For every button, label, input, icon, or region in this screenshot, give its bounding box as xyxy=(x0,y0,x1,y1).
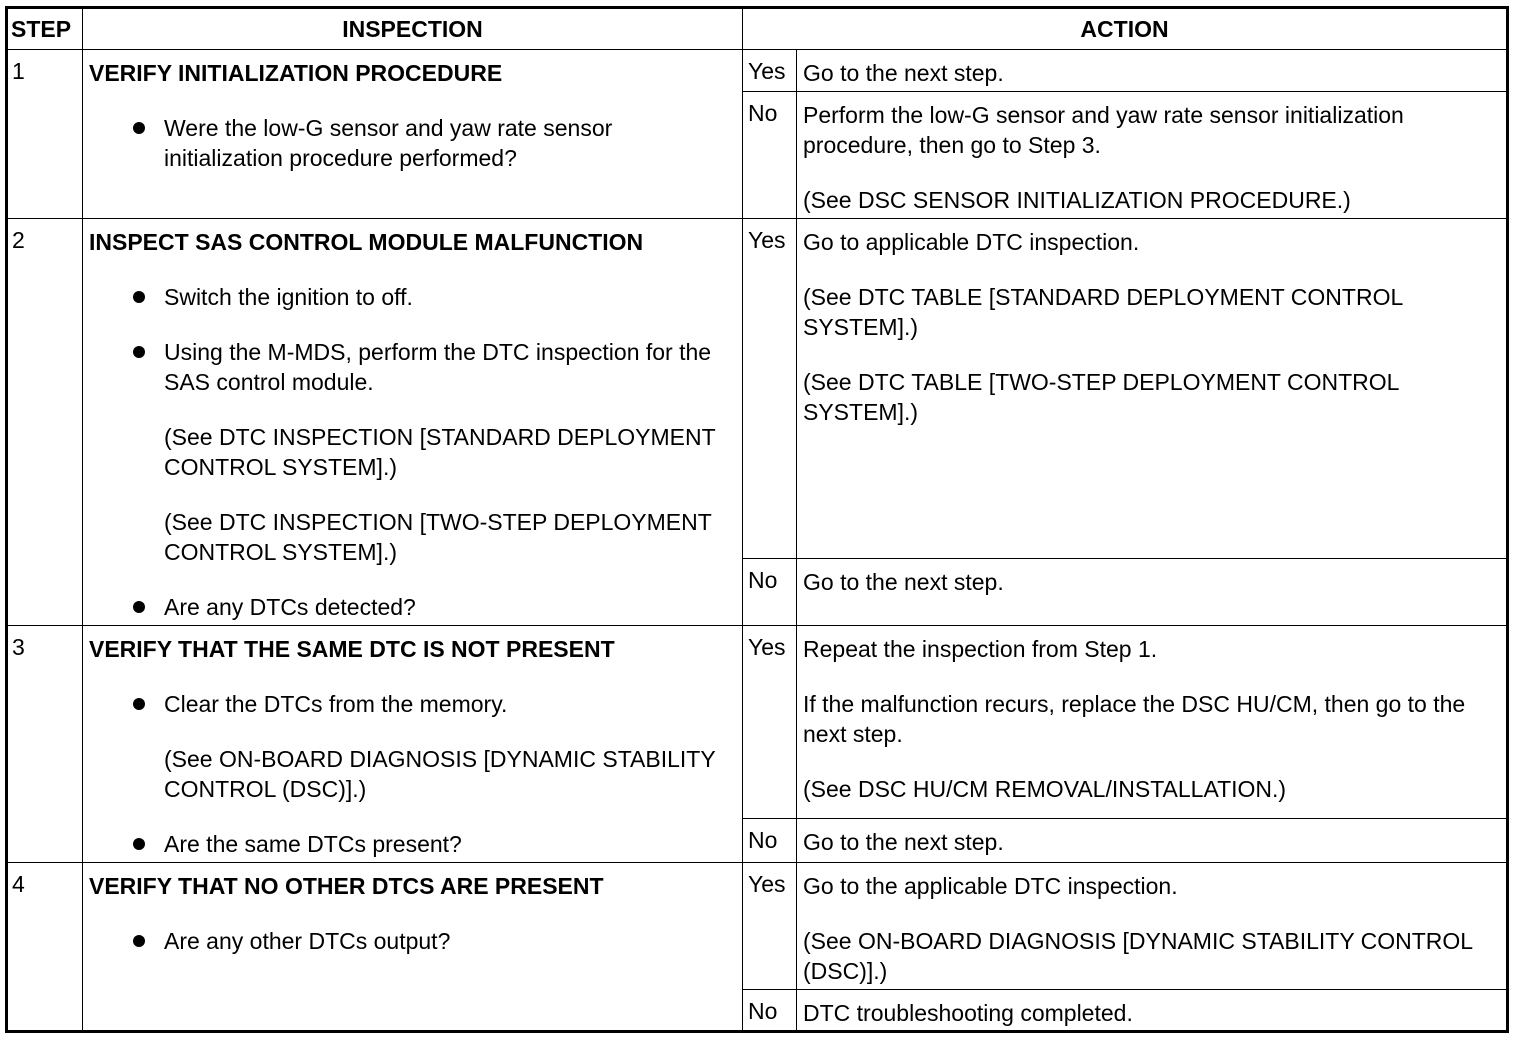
action-text: DTC troubleshooting completed. xyxy=(803,1000,1133,1026)
yes-label: Yes xyxy=(743,626,797,819)
step-number: 3 xyxy=(7,626,83,863)
action-reference: (See DTC TABLE [STANDARD DEPLOYMENT CONTROL SYSTEM].) xyxy=(803,284,1403,340)
inspection-reference: (See ON-BOARD DIAGNOSIS [DYNAMIC STABILITY CONTROL (DSC)].) xyxy=(164,746,716,802)
step-title: VERIFY THAT THE SAME DTC IS NOT PRESENT xyxy=(89,636,615,662)
step-number: 4 xyxy=(7,863,83,1032)
step2-row-yes xyxy=(7,219,1508,559)
no-label: No xyxy=(743,559,797,626)
inspection-reference: (See DTC INSPECTION [STANDARD DEPLOYMENT CONTROL SYSTEM].) xyxy=(164,424,716,480)
step3-no-action xyxy=(797,819,1508,863)
action-text: Go to the next step. xyxy=(803,829,1004,855)
step-title: INSPECT SAS CONTROL MODULE MALFUNCTION xyxy=(89,229,644,255)
action-text: Go to the next step. xyxy=(803,60,1004,86)
bullet-item: Were the low-G sensor and yaw rate sensor initialization procedure performed? xyxy=(89,113,736,173)
step3-yes-action xyxy=(797,626,1508,819)
step3-inspection xyxy=(83,626,743,863)
no-label: No xyxy=(743,819,797,863)
step-title: VERIFY THAT NO OTHER DTCS ARE PRESENT xyxy=(89,873,604,899)
step1-inspection xyxy=(83,50,743,219)
no-label: No xyxy=(743,92,797,219)
step4-yes-action xyxy=(797,863,1508,990)
action-reference: (See DTC TABLE [TWO-STEP DEPLOYMENT CONTROL SYSTEM].) xyxy=(803,369,1399,425)
bullet-item: Clear the DTCs from the memory. xyxy=(89,689,736,719)
inspection-reference: (See DTC INSPECTION [TWO-STEP DEPLOYMENT CONTROL SYSTEM].) xyxy=(164,509,712,565)
action-reference: (See DSC HU/CM REMOVAL/INSTALLATION.) xyxy=(803,776,1287,802)
bullet-item: Switch the ignition to off. xyxy=(89,282,736,312)
step2-yes-action xyxy=(797,219,1508,559)
step4-no-action xyxy=(797,990,1508,1032)
step3-row-yes xyxy=(7,626,1508,819)
header-step: STEP xyxy=(7,8,83,50)
yes-label: Yes xyxy=(743,50,797,92)
header-row xyxy=(7,8,1508,50)
action-text: Go to the applicable DTC inspection. xyxy=(803,873,1178,899)
action-text: Repeat the inspection from Step 1. xyxy=(803,636,1158,662)
action-text: Go to the next step. xyxy=(803,569,1004,595)
troubleshooting-table xyxy=(5,6,1509,1033)
action-reference: (See DSC SENSOR INITIALIZATION PROCEDURE.) xyxy=(803,187,1351,213)
no-label: No xyxy=(743,990,797,1032)
yes-label: Yes xyxy=(743,863,797,990)
action-text: Perform the low-G sensor and yaw rate sensor initialization procedure, then go to Step 3. xyxy=(803,102,1404,158)
action-reference: (See ON-BOARD DIAGNOSIS [DYNAMIC STABILITY CONTROL (DSC)].) xyxy=(803,928,1473,984)
step1-no-action xyxy=(797,92,1508,219)
bullet-item: Are any DTCs detected? xyxy=(89,592,736,622)
step-number: 2 xyxy=(7,219,83,626)
action-text: If the malfunction recurs, replace the DSC HU/CM, then go to the next step. xyxy=(803,691,1466,747)
step1-yes-action xyxy=(797,50,1508,92)
header-action: ACTION xyxy=(743,8,1508,50)
step1-row-yes xyxy=(7,50,1508,92)
step2-no-action xyxy=(797,559,1508,626)
header-inspection: INSPECTION xyxy=(83,8,743,50)
step4-row-yes xyxy=(7,863,1508,990)
step4-inspection xyxy=(83,863,743,1032)
step-number: 1 xyxy=(7,50,83,219)
bullet-item: Are the same DTCs present? xyxy=(89,829,736,859)
step-title: VERIFY INITIALIZATION PROCEDURE xyxy=(89,60,503,86)
action-text: Go to applicable DTC inspection. xyxy=(803,229,1140,255)
yes-label: Yes xyxy=(743,219,797,559)
bullet-item: Using the M-MDS, perform the DTC inspection for the SAS control module. xyxy=(89,337,736,397)
bullet-item: Are any other DTCs output? xyxy=(89,926,736,956)
step2-inspection xyxy=(83,219,743,626)
